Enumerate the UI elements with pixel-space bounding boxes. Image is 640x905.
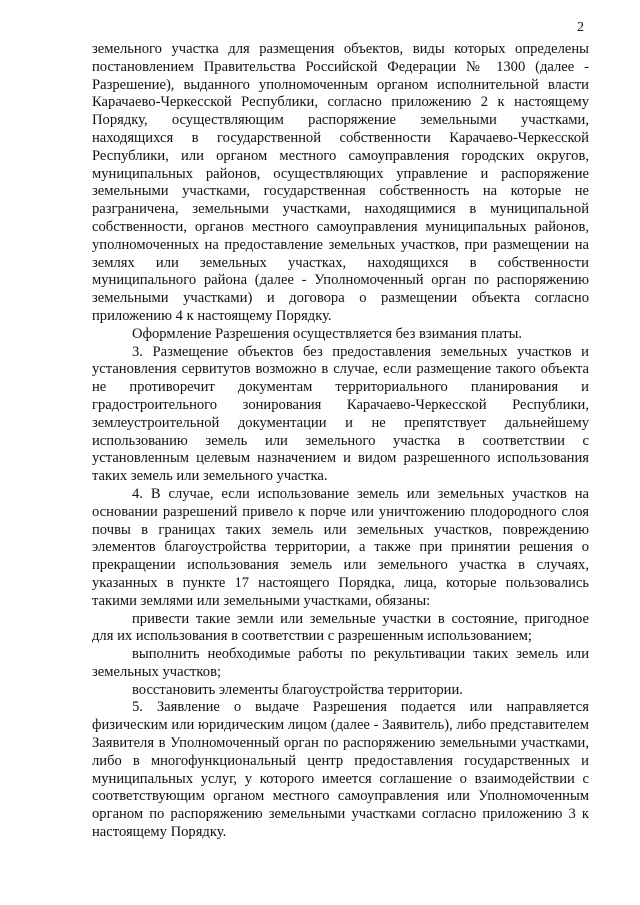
paragraph-free-of-charge: Оформление Разрешения осуществляется без взимания платы. bbox=[132, 325, 523, 342]
paragraph-item-4: 4. В случае, если использование земель или земельных участков на основании разрешений привело к порче или уничтожению плодородного слоя почвы в границах таких земель или земельных участков, повреждению элементов благоустройства территории, а также при принятии решения о прекращении использования земель или земельного участка в случаях, указанных в пункте 17 настоящего Порядка, лица, которые пользовались такими землями или земельными участками, обязаны: bbox=[92, 485, 589, 609]
paragraph-obligation-restore-land: привести такие земли или земельные участки в состояние, пригодное для их использования в соответствии с разрешенным использованием; bbox=[92, 610, 589, 645]
paragraph-obligation-recultivation: выполнить необходимые работы по рекультивации таких земель или земельных участков; bbox=[92, 646, 589, 680]
page-number: 2 bbox=[577, 20, 584, 35]
paragraph-permit-continuation: земельного участка для размещения объектов, виды которых определены постановлением Правительства Российской Федерации № 1300 (далее - Разрешение), выданного уполномоченным органом исполнительной власти Карачаево-Черкесской Республики, согласно приложению 2 к настоящему Порядку, осуществляющим распоряжение земельными участками, находящихся в государственной собственности Карачаево-Черкесской Республики, или органом местного самоуправления городских округов, муниципальных районов, осуществляющих управление и распоряжение земельными участками, государственная собственность на которые не разграничена, земельными участками, находящимися в муниципальной собственности, органов местного самоуправления муниципальных районов, уполномоченных на предоставление земельных участков, при размещении на землях или земельных участках, находящихся в собственности муниципального района (далее - Уполномоченный орган по распоряжению земельными участками) и договора о размещении объекта согласно приложению 4 к настоящему Порядку. bbox=[92, 41, 589, 324]
paragraph-item-3: 3. Размещение объектов без предоставления земельных участков и установления сервитутов возможно в случае, если размещение такого объекта не противоречит документам территориального планирования и градостроительного зонирования Карачаево-Черкесской Республики, землеустроительной документации и не препятствует дальнейшему использованию земель или земельного участка в соответствии с установленным целевым назначением и видом разрешенного использования таких земель или земельного участка. bbox=[92, 343, 589, 485]
document-body bbox=[92, 41, 589, 842]
paragraph-obligation-landscaping: восстановить элементы благоустройства территории. bbox=[132, 681, 463, 698]
paragraph-item-5: 5. Заявление о выдаче Разрешения подается или направляется физическим или юридическим лицом (далее - Заявитель), либо представителем Заявителя в Уполномоченный орган по распоряжению земельными участками, либо в многофункциональный центр предоставления государственных и муниципальных услуг, у которого имеется соглашение о взаимодействии с соответствующим органом местного самоуправления или Уполномоченным органом по распоряжению земельными участками согласно приложению 3 к настоящему Порядку. bbox=[92, 699, 589, 841]
